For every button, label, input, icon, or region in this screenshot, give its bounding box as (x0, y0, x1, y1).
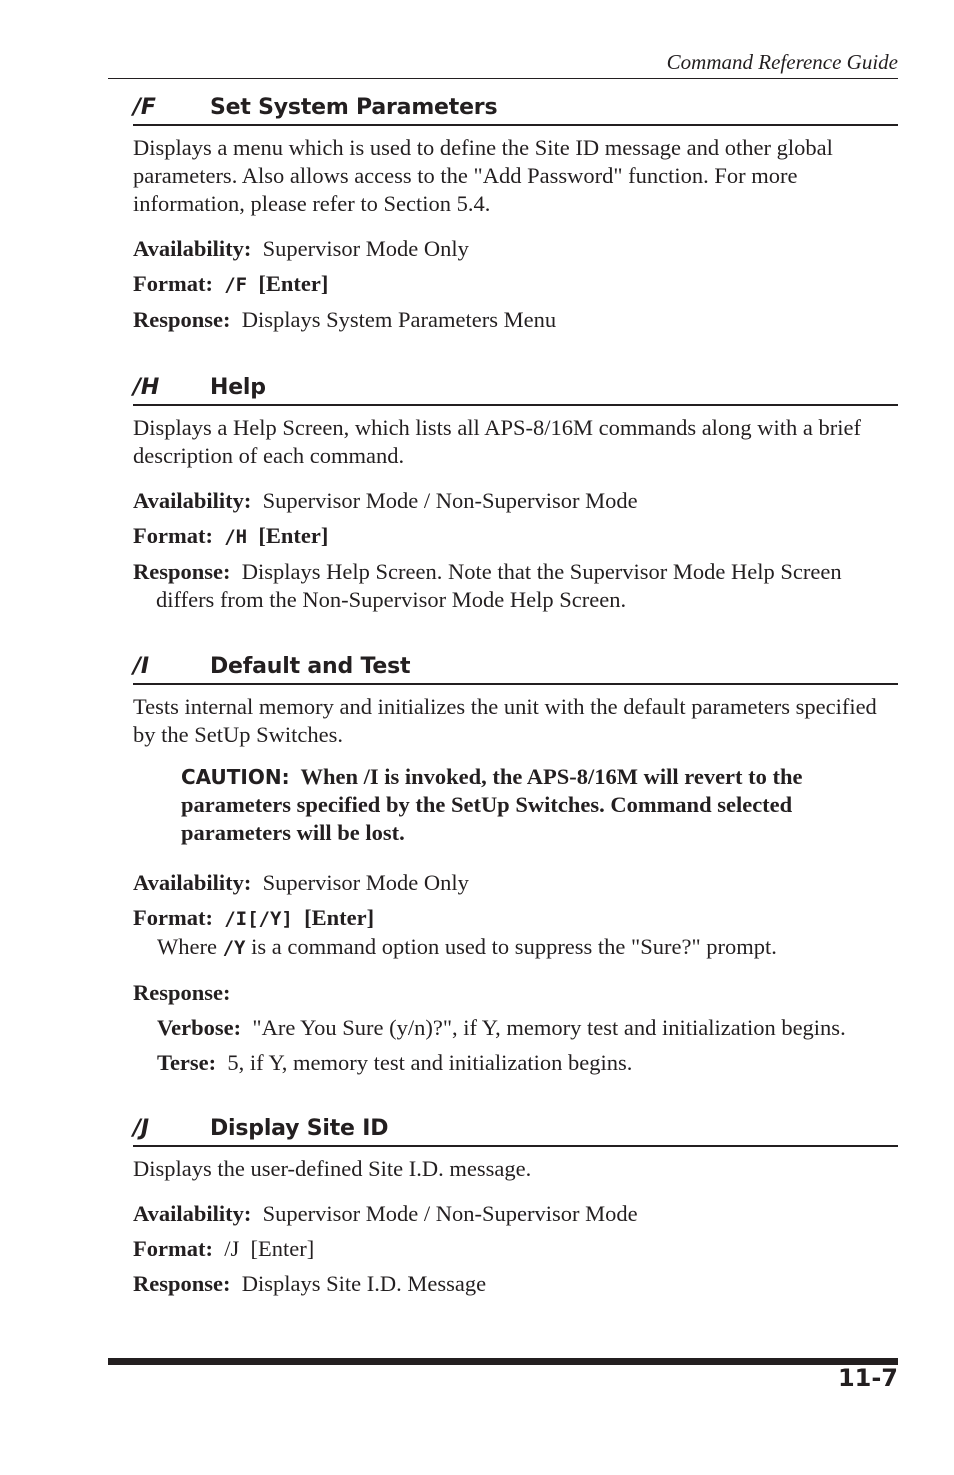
section-command: /I (133, 654, 149, 679)
availability: Availability: Supervisor Mode Only (133, 870, 469, 895)
response-verbose: Verbose: "Are You Sure (y/n)?", if Y, memory test and initialization begins. (157, 1015, 846, 1040)
response: Response: Displays Help Screen. Note that the Supervisor Mode Help Screen differs from the Non-Supervisor Mode Help Screen. (133, 559, 842, 612)
section-heading (133, 654, 898, 685)
response: Response: (133, 980, 231, 1005)
section-heading (133, 95, 898, 126)
section-title: Default and Test (210, 654, 411, 679)
section-h (133, 375, 898, 614)
footer-rule (108, 1358, 898, 1365)
caution-label: CAUTION: (181, 765, 290, 789)
format: Format: /F [Enter] (133, 271, 329, 296)
section-heading (133, 375, 898, 406)
section-description: Displays a Help Screen, which lists all APS-8/16M commands along with a brief description of each command. (133, 415, 862, 468)
section-description: Tests internal memory and initializes the unit with the default parameters specified by the SetUp Switches. (133, 694, 877, 747)
page-number: 11-7 (837, 1364, 898, 1392)
format-where-note: Where /Y is a command option used to suppress the "Sure?" prompt. (157, 934, 777, 959)
response: Response: Displays Site I.D. Message (133, 1271, 487, 1296)
format-command: /F (224, 274, 248, 296)
response-terse: Terse: 5, if Y, memory test and initialization begins. (157, 1050, 633, 1075)
section-f (133, 95, 898, 334)
section-command: /H (133, 375, 160, 400)
section-heading (133, 1116, 898, 1147)
section-title: Set System Parameters (210, 95, 498, 120)
running-header: Command Reference Guide (108, 50, 898, 79)
section-description: Displays a menu which is used to define the Site ID message and other global parameters. Also allows access to the "Add Password" function. For more information, please refer to Section 5.4. (133, 135, 833, 216)
availability: Availability: Supervisor Mode / Non-Supervisor Mode (133, 1201, 638, 1226)
section-command: /F (133, 95, 156, 120)
availability: Availability: Supervisor Mode Only (133, 236, 469, 261)
section-i (133, 654, 898, 1077)
format: Format: /J [Enter] (133, 1236, 315, 1261)
format-command: /I[/Y] (224, 908, 293, 930)
section-title: Display Site ID (210, 1116, 389, 1141)
format-command: /H (224, 526, 248, 548)
format: Format: /H [Enter] (133, 523, 329, 548)
section-description: Displays the user-defined Site I.D. message. (133, 1156, 532, 1181)
format: Format: /I[/Y] [Enter] (133, 905, 375, 930)
response: Response: Displays System Parameters Menu (133, 307, 557, 332)
availability: Availability: Supervisor Mode / Non-Supervisor Mode (133, 488, 638, 513)
section-command: /J (133, 1116, 149, 1141)
section-j (133, 1116, 898, 1298)
caution-note: CAUTION: When /I is invoked, the APS-8/16M will revert to the parameters specified by the SetUp Switches. Command selected parameters will be lost. (181, 764, 803, 845)
section-title: Help (210, 375, 266, 400)
